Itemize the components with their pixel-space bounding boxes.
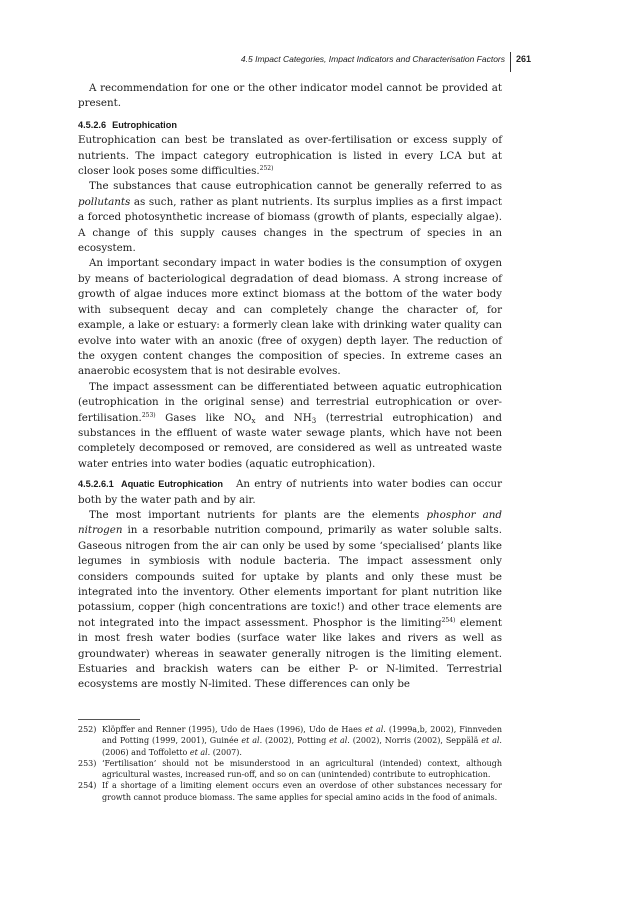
paragraph-text: Gases like NO — [155, 411, 252, 424]
subsection-number: 4.5.2.6.1 — [78, 479, 114, 490]
footnote-ref: 254) — [441, 616, 456, 624]
footnote-emphasis: et al. — [189, 747, 211, 757]
emphasis: phosphor and nitrogen — [78, 508, 503, 537]
footnote-ref: 253) — [141, 411, 156, 419]
paragraph-text: as such, rather as plant nutrients. Its surplus implies as a first impact a forced photosynthetic increase of biomass (growth of plants, especially algae). A change of this supply causes changes in the spectrum of species in an ecosystem. — [78, 195, 502, 255]
footnote-emphasis: et al. — [241, 736, 263, 746]
paragraph: An important secondary impact in water bodies is the consumption of oxygen by means of bacteriological degradation of dead biomass. A strong increase of growth of algae induces more extinct biomass at the bottom of the water body with subsequent decay and can completely change the character of, for example, a lake or estuary: a formerly clean lake with drinking water quality can evolve into water with an anoxic (free of oxygen) depth layer. The reduction of the oxygen content changes the composition of species. In extreme cases an anaerobic ecosystem that is not desirable evolves. — [78, 257, 502, 378]
footnote-253 — [78, 758, 502, 781]
intro-paragraph: A recommendation for one or the other indicator model cannot be provided at present. — [78, 82, 502, 110]
page-number: 261 — [516, 54, 532, 64]
footnote-ref: 252) — [259, 165, 274, 173]
paragraph-text: The most important nutrients for plants are the elements — [89, 508, 427, 521]
header-divider — [510, 52, 511, 72]
footnote-segment: (2007). — [210, 747, 242, 757]
footnote-segment: (1999a,b, 2002), Finnveden and Potting (1999, 2001), Guinée — [102, 725, 502, 746]
paragraph — [78, 508, 502, 693]
footnote-emphasis: et al. — [481, 736, 502, 746]
footnote-text: ‘Fertilisation’ should not be misunderstood in an agricultural (intended) context, although agricultural wastes, increased run-off, and so on can (unintended) contribute to eutrophication. — [102, 758, 502, 780]
footnote-number: 252) — [78, 725, 97, 734]
section-title: Eutrophication — [112, 119, 177, 130]
paragraph-text: Eutrophication can best be translated as over-fertilisation or excess supply of nutrients. The impact category eutrophication is listed in every LCA but at closer look poses some difficulties. — [78, 134, 502, 178]
paragraph-text: (terrestrial eutrophication) and substances in the effluent of waste water sewage plants, which have not been completely decomposed or removed, are considered as well as untreated waste water entries into water bodies (aquatic eutrophication). — [78, 411, 503, 470]
paragraph — [78, 179, 502, 256]
subsection-title: Aquatic Eutrophication — [120, 479, 224, 490]
footnote-segment: (2002), Potting — [262, 736, 330, 746]
body-text — [78, 81, 502, 693]
footnote-text — [102, 724, 502, 758]
footnote-segment: (2006) and Toffoletto — [102, 747, 190, 757]
section-heading-eutrophication — [78, 118, 502, 133]
footnotes — [78, 724, 502, 803]
paragraph-text: in a resorbable nutrition compound, primarily as water soluble salts. Gaseous nitrogen from the air can only be used by some ‘specialised’ plants like legumes in symbiosis with nodule bacteria. The impact assessment only considers compounds suited for uptake by plants and only these must be integrated into the inventory. Other elements important for plant nutrition like potassium, copper (high concentrations are toxic!) and other trace elements are not integrated into the impact assessment. Phosphor is the limiting — [78, 524, 502, 629]
footnote-emphasis: et al. — [364, 725, 386, 734]
emphasis: pollutants — [78, 195, 131, 208]
paragraph-text: The impact assessment can be differentiated between aquatic eutrophication (eutrophication in the original sense) and terrestrial eutrophication or over-fertilisation. — [78, 380, 502, 424]
footnote-254 — [78, 780, 502, 803]
paragraph-text: and NH — [255, 411, 312, 424]
footnote-segment: (2002), Norris (2002), Seppälä — [349, 736, 482, 746]
footnote-divider — [78, 719, 140, 720]
subscript: x — [251, 416, 256, 425]
paragraph — [78, 133, 502, 179]
section-number: 4.5.2.6 — [78, 119, 107, 130]
footnote-252 — [78, 724, 502, 758]
paragraph-text: element in most fresh water bodies (surface water like lakes and rivers as well as groundwater) whereas in seawater generally nitrogen is the limiting element. Estuaries and brackish waters can be either P- or N-limited. Terrestrial ecosystems are mostly N-limited. These differences can only be — [78, 616, 502, 691]
footnote-text: If a shortage of a limiting element occurs even an overdose of other substances necessary for growth cannot produce biomass. The same applies for special amino acids in the food of animals. — [102, 781, 502, 802]
paragraph-text: The substances that cause eutrophication cannot be generally referred to as — [89, 180, 502, 193]
paragraph — [78, 380, 502, 472]
footnote-emphasis: et al. — [329, 736, 350, 746]
paragraph-text: An entry of nutrients into water bodies can occur both by the water path and by air. — [78, 478, 503, 506]
running-head: 4.5 Impact Categories, Impact Indicators and Characterisation Factors — [240, 54, 505, 64]
footnote-segment: Klöpffer and Renner (1995), Udo de Haes (1996), Udo de Haes — [102, 725, 365, 734]
subsection-heading-aquatic-eutrophication — [78, 479, 223, 489]
paragraph — [78, 477, 502, 508]
subscript: 3 — [311, 416, 317, 425]
footnote-number: 253) — [78, 758, 97, 768]
page-header — [0, 52, 627, 72]
footnote-number: 254) — [78, 781, 97, 791]
